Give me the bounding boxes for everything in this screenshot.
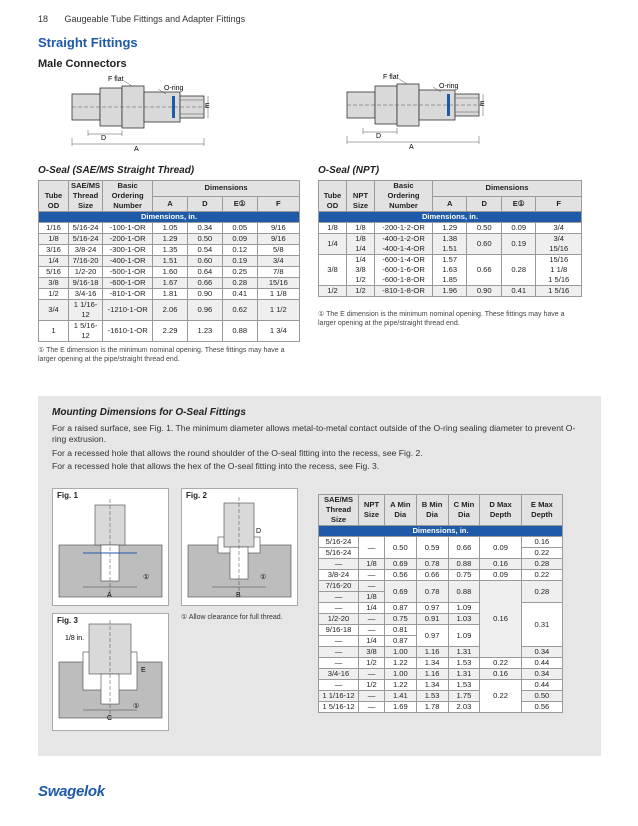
table-row: 1/2-20 — 0.75 0.91 1.03: [319, 614, 563, 625]
table-row: 1/2 1/2 -810-1-8-OR 1.96 0.90 0.41 1 5/16: [319, 286, 582, 297]
col-ordering: Basic Ordering Number: [375, 181, 433, 212]
male-connector-drawing-npt: [343, 70, 488, 150]
col-npt: NPT Size: [359, 495, 385, 526]
fig2-note-mark: ①: [260, 574, 267, 581]
col-tube-od: Tube OD: [319, 181, 347, 212]
page-number: 18: [38, 14, 49, 24]
fig2-dim-b: B: [236, 592, 241, 599]
col-d: D: [187, 196, 222, 212]
col-a: A: [153, 196, 188, 212]
figure-3-label: Fig. 3: [57, 616, 78, 625]
sub-title: Male Connectors: [38, 58, 127, 70]
figure-3: [52, 613, 169, 731]
col-npt: NPT Size: [347, 181, 375, 212]
mounting-dimensions-table: [318, 494, 563, 713]
table-row: — 3/8 1.00 1.16 1.31 0.34: [319, 647, 563, 658]
table-row: 1/8 5/16-24 -200-1-OR 1.29 0.50 0.09 9/16: [39, 234, 300, 245]
drawing-label-a: A: [134, 146, 139, 152]
table-row: 3/4-16 — 1.00 1.16 1.31 0.16 0.34: [319, 669, 563, 680]
mounting-paragraph-1: For a raised surface, see Fig. 1. The minimum diameter allows metal-to-metal contact outside of the O-ring sealing diameter to prevent O-ring extrusion.: [52, 423, 576, 444]
drawing-label-f-flat: F flat: [108, 76, 124, 83]
table-row: 7/16-20 — 0.69 0.78 0.88 0.16 0.28: [319, 581, 563, 592]
mounting-paragraph-2: For a recessed hole that allows the round shoulder of the O-seal fitting into the recess, see Fig. 2.: [52, 448, 423, 458]
table-row: 5/16-24 — 0.50 0.59 0.66 0.09 0.16: [319, 537, 563, 548]
fig1-dim-a: A: [107, 592, 112, 599]
col-thread: SAE/MS Thread Size: [69, 181, 103, 212]
npt-table-title: O-Seal (NPT): [318, 165, 380, 176]
table-row: 1 1 5/16-12 -1610-1-OR 2.29 1.23 0.88 1 3/4: [39, 321, 300, 342]
table-row: 1/4 7/16-20 -400-1-OR 1.51 0.60 0.19 3/4: [39, 256, 300, 267]
table-row: 1 1/16-12 — 1.41 1.53 1.75 0.50: [319, 691, 563, 702]
col-dimensions: Dimensions: [153, 181, 300, 197]
sae-dimensions-table: [38, 180, 300, 342]
col-d: D: [467, 196, 501, 212]
table-row: 3/8 1/4 3/8 1/2 -600-1-4-OR -600-1-6-OR -600-1-8-OR 1.57 1.63 1.85 0.66 0.28 15/16 1 1/8 1 5/16: [319, 255, 582, 286]
col-f: F: [257, 196, 299, 212]
drawing-label-o-ring: O-ring: [439, 83, 459, 90]
table-row: — 1/8: [319, 592, 563, 603]
drawing-label-d: D: [376, 133, 382, 140]
mounting-title: Mounting Dimensions for O-Seal Fittings: [52, 407, 246, 418]
npt-footnote: ① The E dimension is the minimum nominal opening. These fittings may have a larger opening at the pipe/straight thread end.: [318, 311, 565, 327]
table-row: 3/8 9/16-18 -600-1-OR 1.67 0.66 0.28 15/16: [39, 278, 300, 289]
table-row: 9/16-18 — 0.81 0.97 1.09: [319, 625, 563, 636]
fig3-dim-c: C: [107, 715, 113, 722]
sae-table-title: O-Seal (SAE/MS Straight Thread): [38, 165, 195, 176]
drawing-label-d: D: [101, 135, 107, 142]
units-bar: Dimensions, in.: [319, 526, 563, 537]
col-c-min: C Min Dia: [448, 495, 480, 526]
fig3-dim-e: E: [141, 667, 146, 674]
fig3-inch-label: 1/8 in.: [65, 635, 85, 642]
col-dimensions: Dimensions: [433, 181, 582, 197]
drawing-label-o-ring: O-ring: [164, 85, 184, 92]
table-row: 5/16-24 0.22: [319, 548, 563, 559]
header-title: Gaugeable Tube Fittings and Adapter Fittings: [64, 14, 246, 24]
fig3-note-mark: ①: [133, 703, 140, 710]
table-row: 1/4 1/8 1/4 -400-1-2-OR -400-1-4-OR 1.38 1.51 0.60 0.19 3/4 15/16: [319, 234, 582, 255]
npt-dimensions-table: [318, 180, 582, 297]
col-e: E①: [222, 196, 257, 212]
mounting-paragraph-3: For a recessed hole that allows the hex of the O-seal fitting into the recess, see Fig. 3.: [52, 461, 380, 471]
drawing-label-f-flat: F flat: [383, 74, 399, 81]
col-ordering: Basic Ordering Number: [103, 181, 153, 212]
drawing-label-e: E: [205, 103, 210, 110]
col-e-max: E Max Depth: [521, 495, 562, 526]
drawing-label-e: E: [480, 101, 485, 108]
page-header: [38, 14, 245, 24]
units-bar: Dimensions, in.: [39, 212, 300, 223]
male-connector-drawing-sae: [68, 72, 213, 152]
table-row: — 1/2 1.22 1.34 1.53 0.22 0.44: [319, 680, 563, 691]
table-row: 3/16 3/8-24 -300-1-OR 1.35 0.54 0.12 5/8: [39, 245, 300, 256]
table-row: 1/2 3/4-16 -810-1-OR 1.81 0.90 0.41 1 1/8: [39, 289, 300, 300]
table-row: — 1/2 1.22 1.34 1.53 0.22 0.44: [319, 658, 563, 669]
fig1-note-mark: ①: [143, 574, 150, 581]
figure-1-label: Fig. 1: [57, 491, 78, 500]
col-a: A: [433, 196, 467, 212]
col-f: F: [536, 196, 582, 212]
col-a-min: A Min Dia: [385, 495, 417, 526]
figure-2: [181, 488, 298, 606]
table-row: 5/16 1/2-20 -500-1-OR 1.60 0.64 0.25 7/8: [39, 267, 300, 278]
sae-footnote: ① The E dimension is the minimum nominal opening. These fittings may have a larger opening at the pipe/straight thread end.: [38, 347, 285, 363]
table-row: 1/8 1/8 -200-1-2-OR 1.29 0.50 0.09 3/4: [319, 223, 582, 234]
table-row: 1 5/16-12 — 1.69 1.78 2.03 0.56: [319, 702, 563, 713]
col-sae: SAE/MS Thread Size: [319, 495, 359, 526]
units-bar: Dimensions, in.: [319, 212, 582, 223]
table-row: — 1/4 0.87: [319, 636, 563, 647]
section-title: Straight Fittings: [38, 35, 138, 50]
table-row: 1/16 5/16-24 -100-1-OR 1.05 0.34 0.05 9/16: [39, 223, 300, 234]
table-row: — 1/8 0.69 0.78 0.88 0.16 0.28: [319, 559, 563, 570]
clearance-note: ① Allow clearance for full thread.: [181, 614, 283, 621]
col-tube-od: Tube OD: [39, 181, 69, 212]
table-row: 3/4 1 1/16-12 -1210-1-OR 2.06 0.96 0.62 1 1/2: [39, 300, 300, 321]
table-row: 3/8-24 — 0.56 0.66 0.75 0.09 0.22: [319, 570, 563, 581]
col-e: E①: [501, 196, 535, 212]
figure-1: [52, 488, 169, 606]
drawing-label-a: A: [409, 144, 414, 150]
col-b-min: B Min Dia: [416, 495, 448, 526]
table-row: — 1/4 0.87 0.97 1.09 0.31: [319, 603, 563, 614]
swagelok-logo: Swagelok: [38, 783, 105, 800]
fig2-dim-d: D: [256, 528, 262, 535]
col-d-max: D Max Depth: [480, 495, 521, 526]
figure-2-label: Fig. 2: [186, 491, 207, 500]
